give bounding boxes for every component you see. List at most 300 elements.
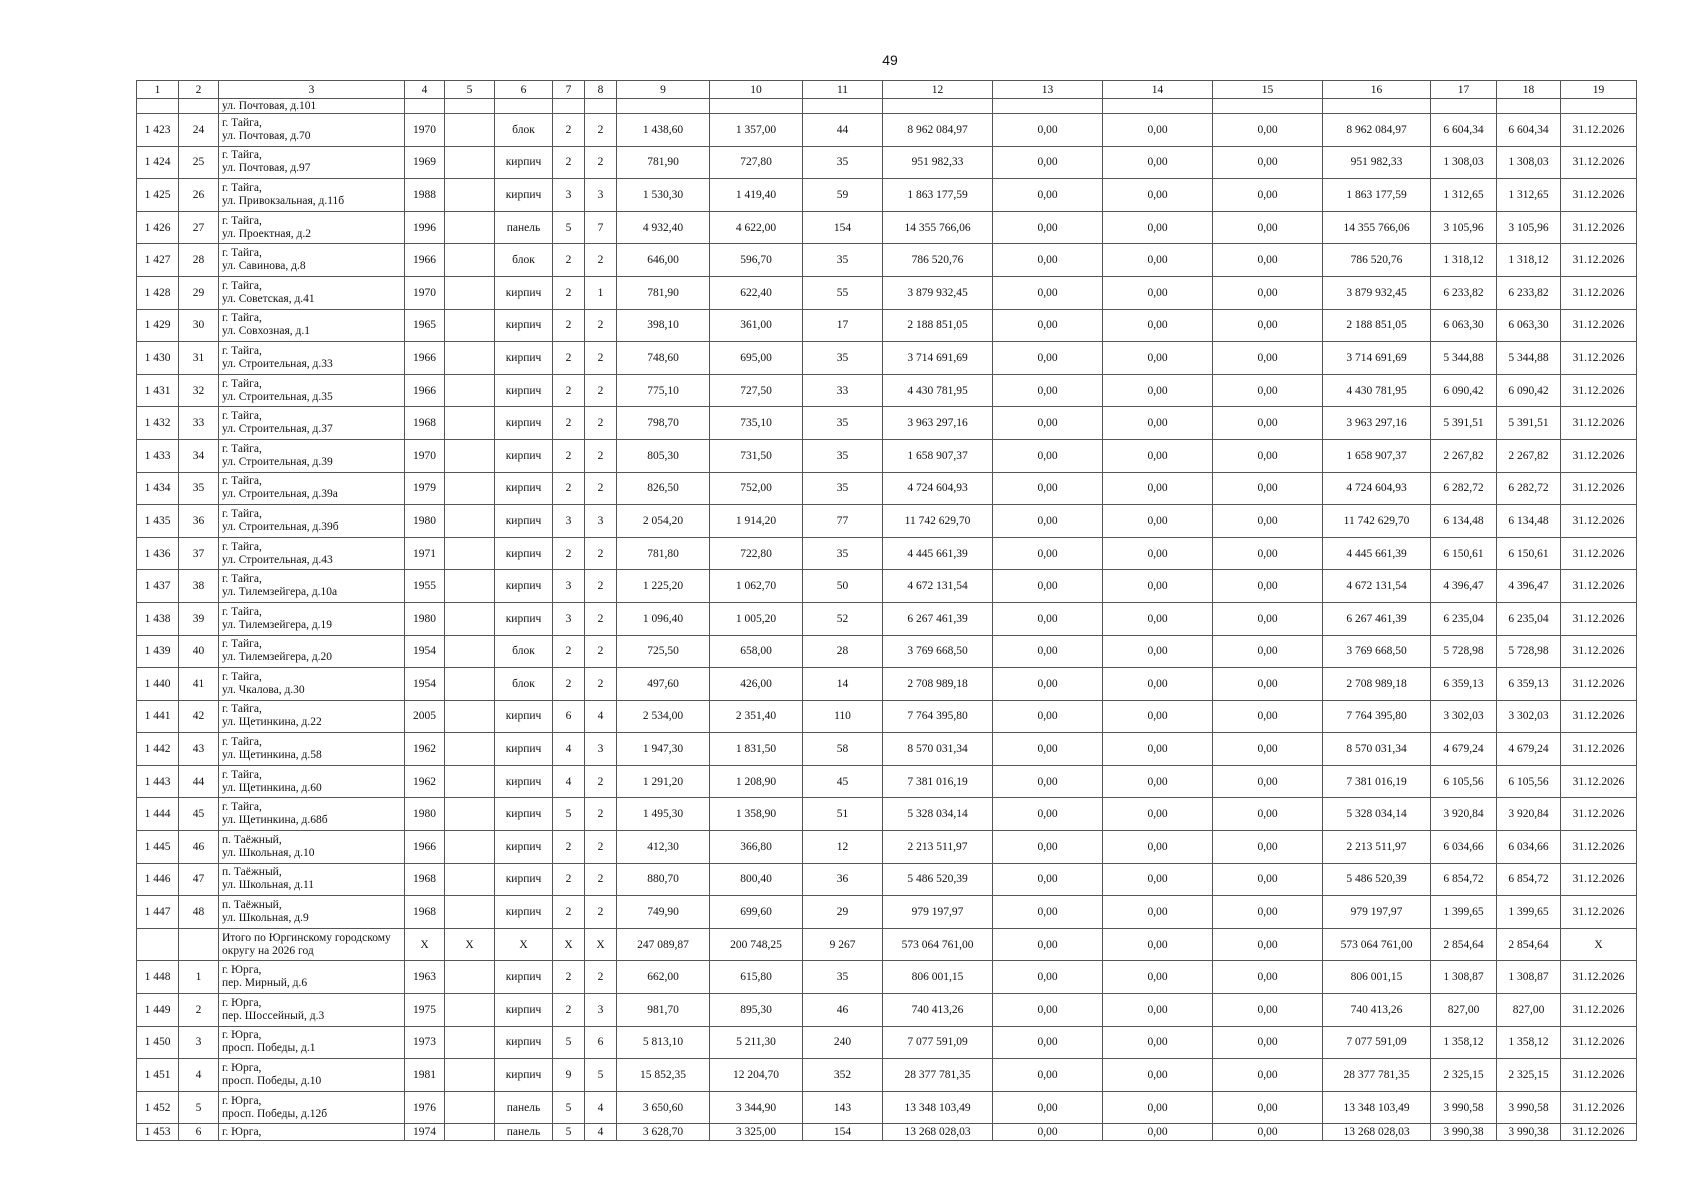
cell-col-8: 5 bbox=[585, 1059, 617, 1092]
cell-col-16: 8 570 031,34 bbox=[1323, 733, 1431, 766]
cell-col-10: 5 211,30 bbox=[710, 1026, 803, 1059]
cell-col-14: 0,00 bbox=[1103, 831, 1213, 864]
cell-col-7: 2 bbox=[553, 831, 585, 864]
cell-col-7: 2 bbox=[553, 146, 585, 179]
cell-col-13: 0,00 bbox=[993, 407, 1103, 440]
cell-col-15: 0,00 bbox=[1213, 407, 1323, 440]
cell-col-1: 1 450 bbox=[137, 1026, 179, 1059]
cell-col-11: 35 bbox=[803, 407, 883, 440]
cell-col-8: X bbox=[585, 928, 617, 961]
cell-col-16: 1 658 907,37 bbox=[1323, 439, 1431, 472]
cell-col-17: 5 344,88 bbox=[1431, 342, 1497, 375]
cell-col-16: 13 268 028,03 bbox=[1323, 1124, 1431, 1141]
cell-col-15: 0,00 bbox=[1213, 1124, 1323, 1141]
cell-col-5 bbox=[445, 472, 495, 505]
cell-col-6: кирпич bbox=[495, 179, 553, 212]
table-row bbox=[137, 1059, 1637, 1092]
cell-col-19: 31.12.2026 bbox=[1561, 700, 1637, 733]
cell-col-6: кирпич bbox=[495, 342, 553, 375]
cell-col-14: 0,00 bbox=[1103, 1026, 1213, 1059]
cell-col-8: 4 bbox=[585, 1091, 617, 1124]
cell-col-16: 7 077 591,09 bbox=[1323, 1026, 1431, 1059]
address-line: ул. Строительная, д.33 bbox=[222, 357, 333, 370]
column-header-5: 5 bbox=[445, 81, 495, 99]
cell-col-19: 31.12.2026 bbox=[1561, 1059, 1637, 1092]
cell-col-1: 1 429 bbox=[137, 309, 179, 342]
cell-col-10: 200 748,25 bbox=[710, 928, 803, 961]
cell-col-16: 573 064 761,00 bbox=[1323, 928, 1431, 961]
cell-col-1: 1 426 bbox=[137, 211, 179, 244]
cell-col-17: 6 282,72 bbox=[1431, 472, 1497, 505]
cell-col-5 bbox=[445, 537, 495, 570]
cell-col-10: 622,40 bbox=[710, 276, 803, 309]
cell-col-10: 722,80 bbox=[710, 537, 803, 570]
cell-col-9: 781,90 bbox=[617, 146, 710, 179]
page-number: 49 bbox=[882, 52, 898, 68]
cell-col-19: 31.12.2026 bbox=[1561, 342, 1637, 375]
cell-col-6: кирпич bbox=[495, 798, 553, 831]
cell-col-4: 1966 bbox=[405, 244, 445, 277]
cell-col-1: 1 432 bbox=[137, 407, 179, 440]
cell-col-19: 31.12.2026 bbox=[1561, 896, 1637, 929]
cell-col-7: 5 bbox=[553, 1026, 585, 1059]
column-header-3: 3 bbox=[219, 81, 405, 99]
cell-col-6: кирпич bbox=[495, 765, 553, 798]
cell-col-16: 1 863 177,59 bbox=[1323, 179, 1431, 212]
cell-col-6: кирпич bbox=[495, 407, 553, 440]
cell-col-19: 31.12.2026 bbox=[1561, 1124, 1637, 1141]
address-line: ул. Советская, д.41 bbox=[222, 292, 315, 305]
cell-col-13: 0,00 bbox=[993, 1026, 1103, 1059]
cell-col-11: 352 bbox=[803, 1059, 883, 1092]
cell-col-17: 5 728,98 bbox=[1431, 635, 1497, 668]
cell-col-1: 1 425 bbox=[137, 179, 179, 212]
column-header-11: 11 bbox=[803, 81, 883, 99]
cell-col-12: 3 769 668,50 bbox=[883, 635, 993, 668]
cell-col-9: 798,70 bbox=[617, 407, 710, 440]
cell-col-2: 41 bbox=[179, 668, 219, 701]
address-cell bbox=[219, 309, 405, 342]
column-header-19: 19 bbox=[1561, 81, 1637, 99]
address-cell bbox=[219, 276, 405, 309]
cell-col-16: 2 213 511,97 bbox=[1323, 831, 1431, 864]
cell-col-15: 0,00 bbox=[1213, 863, 1323, 896]
cell-col-7: 3 bbox=[553, 602, 585, 635]
cell-col-9: 5 813,10 bbox=[617, 1026, 710, 1059]
cell-col-1 bbox=[137, 928, 179, 961]
cell-col-15: 0,00 bbox=[1213, 505, 1323, 538]
cell-col-12: 7 764 395,80 bbox=[883, 700, 993, 733]
cell-col-15: 0,00 bbox=[1213, 276, 1323, 309]
address-cell bbox=[219, 831, 405, 864]
cell-col-11: 59 bbox=[803, 179, 883, 212]
cell-col-10: 731,50 bbox=[710, 439, 803, 472]
column-header-18: 18 bbox=[1497, 81, 1561, 99]
cell-col-18: 3 920,84 bbox=[1497, 798, 1561, 831]
cell-col-9 bbox=[617, 99, 710, 114]
cell-col-17: 2 854,64 bbox=[1431, 928, 1497, 961]
cell-col-15: 0,00 bbox=[1213, 994, 1323, 1027]
cell-col-9: 247 089,87 bbox=[617, 928, 710, 961]
cell-col-14: 0,00 bbox=[1103, 570, 1213, 603]
cell-col-13: 0,00 bbox=[993, 179, 1103, 212]
cell-col-5 bbox=[445, 602, 495, 635]
address-cell bbox=[219, 179, 405, 212]
cell-col-13: 0,00 bbox=[993, 472, 1103, 505]
cell-col-7: 2 bbox=[553, 439, 585, 472]
cell-col-4: 1966 bbox=[405, 342, 445, 375]
cell-col-6: блок bbox=[495, 635, 553, 668]
cell-col-17: 1 308,87 bbox=[1431, 961, 1497, 994]
cell-col-10: 4 622,00 bbox=[710, 211, 803, 244]
cell-col-4: 1969 bbox=[405, 146, 445, 179]
cell-col-13: 0,00 bbox=[993, 276, 1103, 309]
address-line: г. Тайга, bbox=[222, 605, 262, 618]
table-row bbox=[137, 1124, 1637, 1141]
cell-col-8: 2 bbox=[585, 146, 617, 179]
cell-col-7: 5 bbox=[553, 1124, 585, 1141]
cell-col-18: 5 344,88 bbox=[1497, 342, 1561, 375]
cell-col-1: 1 446 bbox=[137, 863, 179, 896]
cell-col-15: 0,00 bbox=[1213, 570, 1323, 603]
cell-col-6: блок bbox=[495, 244, 553, 277]
cell-col-8: 2 bbox=[585, 961, 617, 994]
cell-col-16: 2 188 851,05 bbox=[1323, 309, 1431, 342]
cell-col-18: 4 396,47 bbox=[1497, 570, 1561, 603]
address-line: г. Тайга, bbox=[222, 149, 262, 162]
cell-col-11: 35 bbox=[803, 472, 883, 505]
cell-col-18: 2 854,64 bbox=[1497, 928, 1561, 961]
table-body bbox=[137, 99, 1637, 1141]
cell-col-6: кирпич bbox=[495, 537, 553, 570]
address-line: пер. Шоссейный, д.3 bbox=[222, 1009, 325, 1022]
cell-col-5 bbox=[445, 146, 495, 179]
cell-col-4: 1962 bbox=[405, 733, 445, 766]
table-row bbox=[137, 831, 1637, 864]
cell-col-8: 3 bbox=[585, 179, 617, 212]
cell-col-11: 51 bbox=[803, 798, 883, 831]
cell-col-15: 0,00 bbox=[1213, 798, 1323, 831]
cell-col-14: 0,00 bbox=[1103, 472, 1213, 505]
cell-col-12: 13 348 103,49 bbox=[883, 1091, 993, 1124]
table-row bbox=[137, 863, 1637, 896]
cell-col-16: 8 962 084,97 bbox=[1323, 114, 1431, 147]
cell-col-12: 4 445 661,39 bbox=[883, 537, 993, 570]
cell-col-15: 0,00 bbox=[1213, 309, 1323, 342]
cell-col-17: 1 318,12 bbox=[1431, 244, 1497, 277]
cell-col-2: 38 bbox=[179, 570, 219, 603]
cell-col-1: 1 433 bbox=[137, 439, 179, 472]
cell-col-15: 0,00 bbox=[1213, 733, 1323, 766]
cell-col-9: 981,70 bbox=[617, 994, 710, 1027]
cell-col-18: 2 325,15 bbox=[1497, 1059, 1561, 1092]
cell-col-13: 0,00 bbox=[993, 114, 1103, 147]
cell-col-16: 5 328 034,14 bbox=[1323, 798, 1431, 831]
cell-col-16: 3 963 297,16 bbox=[1323, 407, 1431, 440]
address-line: г. Тайга, bbox=[222, 540, 262, 553]
cell-col-4: 1970 bbox=[405, 114, 445, 147]
address-line: ул. Строительная, д.39а bbox=[222, 488, 338, 501]
cell-col-8: 2 bbox=[585, 309, 617, 342]
cell-col-1: 1 431 bbox=[137, 374, 179, 407]
cell-col-5: X bbox=[445, 928, 495, 961]
cell-col-18: 1 312,65 bbox=[1497, 179, 1561, 212]
cell-col-1: 1 440 bbox=[137, 668, 179, 701]
cell-col-16: 7 764 395,80 bbox=[1323, 700, 1431, 733]
cell-col-15: 0,00 bbox=[1213, 146, 1323, 179]
cell-col-7: 3 bbox=[553, 570, 585, 603]
address-line: г. Тайга, bbox=[222, 410, 262, 423]
cell-col-7: 2 bbox=[553, 114, 585, 147]
cell-col-13: 0,00 bbox=[993, 309, 1103, 342]
cell-col-2: 26 bbox=[179, 179, 219, 212]
cell-col-14: 0,00 bbox=[1103, 733, 1213, 766]
cell-col-4: 1980 bbox=[405, 505, 445, 538]
cell-col-7: 2 bbox=[553, 896, 585, 929]
cell-col-8: 2 bbox=[585, 342, 617, 375]
cell-col-7: 2 bbox=[553, 244, 585, 277]
address-line: г. Юрга, bbox=[222, 1126, 262, 1139]
cell-col-2: 1 bbox=[179, 961, 219, 994]
cell-col-16: 4 724 604,93 bbox=[1323, 472, 1431, 505]
cell-col-1 bbox=[137, 99, 179, 114]
cell-col-8: 2 bbox=[585, 374, 617, 407]
cell-col-14: 0,00 bbox=[1103, 146, 1213, 179]
cell-col-4: 1973 bbox=[405, 1026, 445, 1059]
cell-col-11: 154 bbox=[803, 211, 883, 244]
cell-col-17: 3 105,96 bbox=[1431, 211, 1497, 244]
cell-col-1: 1 428 bbox=[137, 276, 179, 309]
cell-col-4: 1974 bbox=[405, 1124, 445, 1141]
cell-col-11: 35 bbox=[803, 146, 883, 179]
cell-col-9: 781,90 bbox=[617, 276, 710, 309]
cell-col-18: 6 282,72 bbox=[1497, 472, 1561, 505]
address-cell bbox=[219, 244, 405, 277]
cell-col-12: 3 963 297,16 bbox=[883, 407, 993, 440]
cell-col-19: 31.12.2026 bbox=[1561, 733, 1637, 766]
cell-col-4: 1976 bbox=[405, 1091, 445, 1124]
table-row bbox=[137, 570, 1637, 603]
cell-col-10: 3 325,00 bbox=[710, 1124, 803, 1141]
cell-col-12: 5 328 034,14 bbox=[883, 798, 993, 831]
cell-col-7: 2 bbox=[553, 276, 585, 309]
address-cell bbox=[219, 1026, 405, 1059]
cell-col-17: 6 134,48 bbox=[1431, 505, 1497, 538]
cell-col-10 bbox=[710, 99, 803, 114]
column-header-6: 6 bbox=[495, 81, 553, 99]
cell-col-1: 1 448 bbox=[137, 961, 179, 994]
column-number-row bbox=[137, 81, 1637, 99]
cell-col-9: 880,70 bbox=[617, 863, 710, 896]
cell-col-10: 800,40 bbox=[710, 863, 803, 896]
cell-col-11: 17 bbox=[803, 309, 883, 342]
cell-col-9: 805,30 bbox=[617, 439, 710, 472]
cell-col-9: 1 096,40 bbox=[617, 602, 710, 635]
address-line: г. Юрга, bbox=[222, 964, 262, 977]
cell-col-2: 30 bbox=[179, 309, 219, 342]
cell-col-2: 36 bbox=[179, 505, 219, 538]
address-line: п. Таёжный, bbox=[222, 866, 282, 879]
cell-col-2: 5 bbox=[179, 1091, 219, 1124]
cell-col-9: 2 534,00 bbox=[617, 700, 710, 733]
cell-col-5 bbox=[445, 211, 495, 244]
cell-col-6: блок bbox=[495, 668, 553, 701]
cell-col-18: 3 302,03 bbox=[1497, 700, 1561, 733]
cell-col-11: 35 bbox=[803, 439, 883, 472]
cell-col-19: 31.12.2026 bbox=[1561, 831, 1637, 864]
cell-col-2: 28 bbox=[179, 244, 219, 277]
cell-col-2: 2 bbox=[179, 994, 219, 1027]
cell-col-16: 740 413,26 bbox=[1323, 994, 1431, 1027]
cell-col-7: 2 bbox=[553, 472, 585, 505]
address-line: ул. Щетинкина, д.58 bbox=[222, 749, 322, 762]
cell-col-4: 1968 bbox=[405, 896, 445, 929]
cell-col-5 bbox=[445, 961, 495, 994]
cell-col-19: 31.12.2026 bbox=[1561, 765, 1637, 798]
cell-col-6: кирпич bbox=[495, 700, 553, 733]
cell-col-10: 361,00 bbox=[710, 309, 803, 342]
cell-col-5 bbox=[445, 505, 495, 538]
cell-col-4: 1954 bbox=[405, 668, 445, 701]
table-row bbox=[137, 439, 1637, 472]
cell-col-14: 0,00 bbox=[1103, 114, 1213, 147]
address-line: ул. Щетинкина, д.22 bbox=[222, 716, 322, 729]
cell-col-2: 35 bbox=[179, 472, 219, 505]
cell-col-10: 895,30 bbox=[710, 994, 803, 1027]
cell-col-10: 1 914,20 bbox=[710, 505, 803, 538]
table-row bbox=[137, 1091, 1637, 1124]
address-line: пер. Мирный, д.6 bbox=[222, 977, 308, 990]
cell-col-17: 6 604,34 bbox=[1431, 114, 1497, 147]
cell-col-7: 2 bbox=[553, 537, 585, 570]
cell-col-12: 8 962 084,97 bbox=[883, 114, 993, 147]
table-row bbox=[137, 733, 1637, 766]
cell-col-16: 4 672 131,54 bbox=[1323, 570, 1431, 603]
cell-col-7: 2 bbox=[553, 668, 585, 701]
cell-col-6: кирпич bbox=[495, 276, 553, 309]
cell-col-2 bbox=[179, 928, 219, 961]
cell-col-7: 5 bbox=[553, 798, 585, 831]
table-row bbox=[137, 602, 1637, 635]
cell-col-5 bbox=[445, 635, 495, 668]
cell-col-10: 1 357,00 bbox=[710, 114, 803, 147]
cell-col-13: 0,00 bbox=[993, 831, 1103, 864]
cell-col-10: 1 005,20 bbox=[710, 602, 803, 635]
cell-col-5 bbox=[445, 244, 495, 277]
cell-col-17: 4 679,24 bbox=[1431, 733, 1497, 766]
cell-col-17: 5 391,51 bbox=[1431, 407, 1497, 440]
cell-col-4: 1996 bbox=[405, 211, 445, 244]
cell-col-13: 0,00 bbox=[993, 570, 1103, 603]
cell-col-19: 31.12.2026 bbox=[1561, 635, 1637, 668]
cell-col-11: 14 bbox=[803, 668, 883, 701]
address-line: п. Таёжный, bbox=[222, 833, 282, 846]
cell-col-7: 2 bbox=[553, 961, 585, 994]
cell-col-10: 2 351,40 bbox=[710, 700, 803, 733]
address-line: г. Тайга, bbox=[222, 181, 262, 194]
address-cell bbox=[219, 1091, 405, 1124]
table-row bbox=[137, 635, 1637, 668]
cell-col-18: 6 235,04 bbox=[1497, 602, 1561, 635]
cell-col-5 bbox=[445, 863, 495, 896]
cell-col-6: кирпич bbox=[495, 472, 553, 505]
cell-col-12: 573 064 761,00 bbox=[883, 928, 993, 961]
cell-col-5 bbox=[445, 733, 495, 766]
cell-col-16: 979 197,97 bbox=[1323, 896, 1431, 929]
address-cell bbox=[219, 896, 405, 929]
cell-col-19: 31.12.2026 bbox=[1561, 472, 1637, 505]
cell-col-18 bbox=[1497, 99, 1561, 114]
column-header-16: 16 bbox=[1323, 81, 1431, 99]
cell-col-9: 775,10 bbox=[617, 374, 710, 407]
cell-col-9: 1 291,20 bbox=[617, 765, 710, 798]
cell-col-9: 412,30 bbox=[617, 831, 710, 864]
cell-col-9: 398,10 bbox=[617, 309, 710, 342]
cell-col-10: 695,00 bbox=[710, 342, 803, 375]
cell-col-11: 50 bbox=[803, 570, 883, 603]
cell-col-14: 0,00 bbox=[1103, 798, 1213, 831]
cell-col-12: 7 077 591,09 bbox=[883, 1026, 993, 1059]
cell-col-9: 1 495,30 bbox=[617, 798, 710, 831]
column-header-7: 7 bbox=[553, 81, 585, 99]
address-cell bbox=[219, 1059, 405, 1092]
cell-col-8: 3 bbox=[585, 733, 617, 766]
cell-col-2: 32 bbox=[179, 374, 219, 407]
cell-col-7: 2 bbox=[553, 863, 585, 896]
address-line: ул. Щетинкина, д.60 bbox=[222, 781, 322, 794]
address-cell bbox=[219, 439, 405, 472]
cell-col-4: 1971 bbox=[405, 537, 445, 570]
cell-col-2: 4 bbox=[179, 1059, 219, 1092]
cell-col-6 bbox=[495, 99, 553, 114]
cell-col-10: 596,70 bbox=[710, 244, 803, 277]
cell-col-6: кирпич bbox=[495, 570, 553, 603]
cell-col-15: 0,00 bbox=[1213, 928, 1323, 961]
cell-col-11: 9 267 bbox=[803, 928, 883, 961]
table-row bbox=[137, 374, 1637, 407]
cell-col-2: 29 bbox=[179, 276, 219, 309]
address-line: ул. Строительная, д.39б bbox=[222, 520, 339, 533]
address-line: п. Таёжный, bbox=[222, 899, 282, 912]
cell-col-13: 0,00 bbox=[993, 700, 1103, 733]
cell-col-6: кирпич bbox=[495, 146, 553, 179]
table-row bbox=[137, 896, 1637, 929]
cell-col-19: 31.12.2026 bbox=[1561, 505, 1637, 538]
cell-col-8: 4 bbox=[585, 700, 617, 733]
cell-col-1: 1 451 bbox=[137, 1059, 179, 1092]
cell-col-6: кирпич bbox=[495, 374, 553, 407]
cell-col-17: 827,00 bbox=[1431, 994, 1497, 1027]
address-line: ул. Проектная, д.2 bbox=[222, 227, 312, 240]
cell-col-15: 0,00 bbox=[1213, 537, 1323, 570]
cell-col-14: 0,00 bbox=[1103, 244, 1213, 277]
cell-col-18: 5 728,98 bbox=[1497, 635, 1561, 668]
cell-col-4: 1975 bbox=[405, 994, 445, 1027]
cell-col-10: 3 344,90 bbox=[710, 1091, 803, 1124]
table-row bbox=[137, 342, 1637, 375]
column-header-12: 12 bbox=[883, 81, 993, 99]
address-cell bbox=[219, 505, 405, 538]
cell-col-5 bbox=[445, 1026, 495, 1059]
cell-col-11: 55 bbox=[803, 276, 883, 309]
cell-col-17: 6 063,30 bbox=[1431, 309, 1497, 342]
column-header-2: 2 bbox=[179, 81, 219, 99]
cell-col-15: 0,00 bbox=[1213, 635, 1323, 668]
cell-col-7: 5 bbox=[553, 1091, 585, 1124]
cell-col-18: 2 267,82 bbox=[1497, 439, 1561, 472]
cell-col-15: 0,00 bbox=[1213, 1091, 1323, 1124]
cell-col-8: 1 bbox=[585, 276, 617, 309]
